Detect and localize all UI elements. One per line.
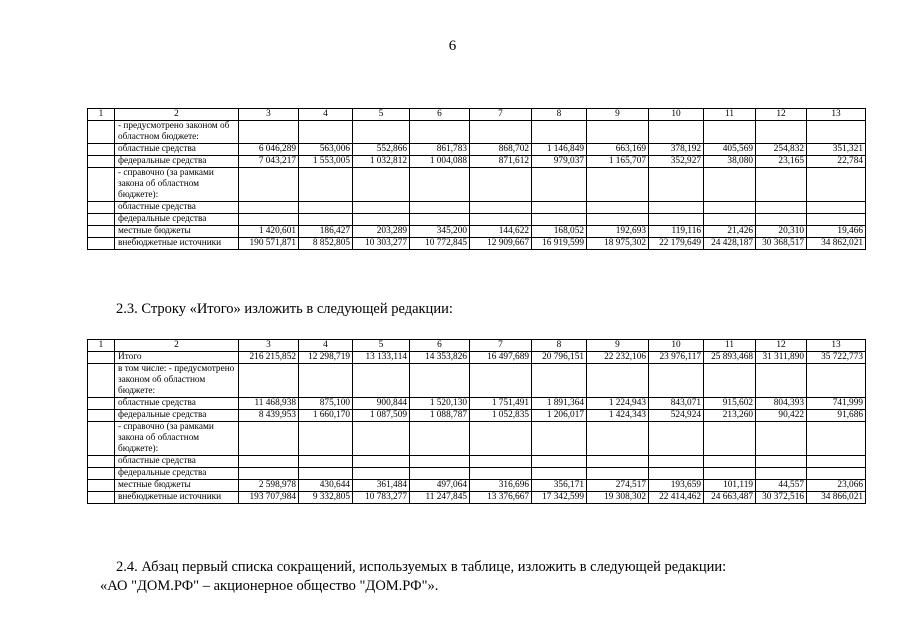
row-number-cell: [88, 422, 115, 456]
value-cell: 843,071: [649, 398, 704, 410]
value-cell: [470, 168, 532, 202]
value-cell: 6 046,289: [239, 144, 299, 156]
value-cell: 203,289: [353, 226, 410, 238]
value-cell: [410, 456, 470, 468]
row-label: областные средства: [115, 456, 239, 468]
value-cell: 10 303,277: [353, 238, 410, 250]
value-cell: [239, 214, 299, 226]
value-cell: 663,169: [587, 144, 649, 156]
column-number: 12: [756, 109, 807, 121]
value-cell: [353, 168, 410, 202]
value-cell: 17 342,599: [532, 492, 587, 504]
value-cell: [649, 121, 704, 144]
value-cell: [704, 422, 756, 456]
column-number: 5: [353, 109, 410, 121]
row-number-cell: [88, 398, 115, 410]
value-cell: 2 598,978: [239, 480, 299, 492]
column-number: 12: [756, 340, 807, 352]
column-number: 11: [704, 340, 756, 352]
value-cell: [756, 364, 807, 398]
value-cell: [756, 214, 807, 226]
value-cell: [587, 121, 649, 144]
budget-table-itogo: [87, 339, 866, 504]
value-cell: [807, 456, 866, 468]
value-cell: 552,866: [353, 144, 410, 156]
value-cell: 186,427: [299, 226, 353, 238]
row-label: федеральные средства: [115, 156, 239, 168]
value-cell: [587, 202, 649, 214]
value-cell: 22 414,462: [649, 492, 704, 504]
value-cell: [807, 468, 866, 480]
column-number: 3: [239, 340, 299, 352]
table-row: [88, 202, 866, 214]
value-cell: [807, 202, 866, 214]
value-cell: [587, 422, 649, 456]
value-cell: [299, 202, 353, 214]
row-label: областные средства: [115, 202, 239, 214]
value-cell: 1 751,491: [470, 398, 532, 410]
value-cell: [532, 214, 587, 226]
value-cell: 16 497,689: [470, 352, 532, 364]
value-cell: [299, 214, 353, 226]
value-cell: 871,612: [470, 156, 532, 168]
value-cell: 915,602: [704, 398, 756, 410]
value-cell: [756, 422, 807, 456]
value-cell: [649, 422, 704, 456]
row-label: федеральные средства: [115, 410, 239, 422]
value-cell: 563,006: [299, 144, 353, 156]
value-cell: 8 852,805: [299, 238, 353, 250]
value-cell: [704, 168, 756, 202]
value-cell: [649, 468, 704, 480]
row-number-cell: [88, 168, 115, 202]
value-cell: 193,659: [649, 480, 704, 492]
value-cell: [756, 168, 807, 202]
table-row: [88, 226, 866, 238]
value-cell: [532, 168, 587, 202]
value-cell: [410, 121, 470, 144]
row-number-cell: [88, 492, 115, 504]
value-cell: 22 232,106: [587, 352, 649, 364]
value-cell: 13 376,667: [470, 492, 532, 504]
value-cell: [299, 456, 353, 468]
row-number-cell: [88, 364, 115, 398]
row-label: в том числе: - предусмотрено законом об областном бюджете:: [115, 364, 239, 398]
column-number: 13: [807, 340, 866, 352]
value-cell: 497,064: [410, 480, 470, 492]
row-label: внебюджетные источники: [115, 492, 239, 504]
value-cell: 316,696: [470, 480, 532, 492]
value-cell: [807, 214, 866, 226]
table-row: [88, 238, 866, 250]
value-cell: [299, 364, 353, 398]
table-row: [88, 492, 866, 504]
column-number: 10: [649, 109, 704, 121]
column-number: 11: [704, 109, 756, 121]
table-row: [88, 214, 866, 226]
value-cell: 14 353,826: [410, 352, 470, 364]
value-cell: [353, 202, 410, 214]
row-label: Итого: [115, 352, 239, 364]
value-cell: 190 571,871: [239, 238, 299, 250]
value-cell: [299, 168, 353, 202]
value-cell: 23,066: [807, 480, 866, 492]
value-cell: 979,037: [532, 156, 587, 168]
value-cell: 168,052: [532, 226, 587, 238]
value-cell: 11 468,938: [239, 398, 299, 410]
value-cell: [353, 121, 410, 144]
value-cell: 22 179,649: [649, 238, 704, 250]
value-cell: [532, 364, 587, 398]
value-cell: [807, 168, 866, 202]
value-cell: [239, 202, 299, 214]
value-cell: [299, 468, 353, 480]
column-number: 9: [587, 340, 649, 352]
value-cell: [649, 202, 704, 214]
value-cell: 18 975,302: [587, 238, 649, 250]
page-number: 6: [448, 38, 457, 54]
value-cell: [470, 456, 532, 468]
column-number: 1: [88, 340, 115, 352]
value-cell: [239, 121, 299, 144]
value-cell: 430,644: [299, 480, 353, 492]
table-row: [88, 156, 866, 168]
budget-table-continuation: [87, 108, 866, 250]
value-cell: [649, 456, 704, 468]
value-cell: 13 133,114: [353, 352, 410, 364]
value-cell: 1 165,707: [587, 156, 649, 168]
value-cell: [587, 214, 649, 226]
value-cell: 10 772,845: [410, 238, 470, 250]
value-cell: [470, 121, 532, 144]
value-cell: 1 052,835: [470, 410, 532, 422]
value-cell: [704, 214, 756, 226]
value-cell: 44,557: [756, 480, 807, 492]
row-number-cell: [88, 352, 115, 364]
value-cell: 524,924: [649, 410, 704, 422]
value-cell: 12 298,719: [299, 352, 353, 364]
value-cell: [410, 168, 470, 202]
value-cell: 8 439,953: [239, 410, 299, 422]
value-cell: 1 146,849: [532, 144, 587, 156]
value-cell: 1 088,787: [410, 410, 470, 422]
value-cell: 345,200: [410, 226, 470, 238]
value-cell: [704, 202, 756, 214]
column-number: 5: [353, 340, 410, 352]
value-cell: 38,080: [704, 156, 756, 168]
column-number: 7: [470, 340, 532, 352]
value-cell: 1 660,170: [299, 410, 353, 422]
value-cell: [587, 456, 649, 468]
value-cell: [353, 456, 410, 468]
value-cell: [353, 214, 410, 226]
value-cell: 1 004,088: [410, 156, 470, 168]
table-row: [88, 422, 866, 456]
row-label: - предусмотрено законом об областном бюджете:: [115, 121, 239, 144]
value-cell: [704, 456, 756, 468]
table-row: [88, 468, 866, 480]
value-cell: 1 032,812: [353, 156, 410, 168]
value-cell: 861,783: [410, 144, 470, 156]
value-cell: 34 862,021: [807, 238, 866, 250]
value-cell: 23,165: [756, 156, 807, 168]
value-cell: 91,686: [807, 410, 866, 422]
row-number-cell: [88, 121, 115, 144]
value-cell: 10 783,277: [353, 492, 410, 504]
value-cell: 405,569: [704, 144, 756, 156]
table-row: [88, 352, 866, 364]
value-cell: 25 893,468: [704, 352, 756, 364]
value-cell: [353, 422, 410, 456]
value-cell: [756, 468, 807, 480]
column-number: 4: [299, 340, 353, 352]
row-label: областные средства: [115, 398, 239, 410]
value-cell: [532, 121, 587, 144]
value-cell: [239, 468, 299, 480]
value-cell: [410, 202, 470, 214]
column-number: 9: [587, 109, 649, 121]
value-cell: 741,999: [807, 398, 866, 410]
table-header-row: [88, 340, 866, 352]
value-cell: [649, 364, 704, 398]
value-cell: 1 206,017: [532, 410, 587, 422]
value-cell: 213,260: [704, 410, 756, 422]
value-cell: 875,100: [299, 398, 353, 410]
value-cell: [470, 214, 532, 226]
column-number: 2: [115, 109, 239, 121]
value-cell: 1 891,364: [532, 398, 587, 410]
value-cell: 868,702: [470, 144, 532, 156]
row-label: внебюджетные источники: [115, 238, 239, 250]
value-cell: [704, 364, 756, 398]
value-cell: [470, 364, 532, 398]
value-cell: 20 796,151: [532, 352, 587, 364]
row-number-cell: [88, 226, 115, 238]
value-cell: 254,832: [756, 144, 807, 156]
row-label: областные средства: [115, 144, 239, 156]
value-cell: 23 976,117: [649, 352, 704, 364]
value-cell: 11 247,845: [410, 492, 470, 504]
row-number-cell: [88, 410, 115, 422]
table-row: [88, 168, 866, 202]
value-cell: 34 866,021: [807, 492, 866, 504]
column-number: 2: [115, 340, 239, 352]
value-cell: [532, 202, 587, 214]
value-cell: 9 332,805: [299, 492, 353, 504]
value-cell: [470, 422, 532, 456]
value-cell: 274,517: [587, 480, 649, 492]
value-cell: [649, 214, 704, 226]
value-cell: 356,171: [532, 480, 587, 492]
column-number: 4: [299, 109, 353, 121]
row-number-cell: [88, 144, 115, 156]
value-cell: [239, 422, 299, 456]
value-cell: 90,422: [756, 410, 807, 422]
value-cell: [807, 121, 866, 144]
table-row: [88, 456, 866, 468]
column-number: 13: [807, 109, 866, 121]
value-cell: 12 909,667: [470, 238, 532, 250]
value-cell: 216 215,852: [239, 352, 299, 364]
value-cell: 24 663,487: [704, 492, 756, 504]
value-cell: 24 428,187: [704, 238, 756, 250]
value-cell: [532, 456, 587, 468]
table-row: [88, 144, 866, 156]
amendment-paragraph-2-3: 2.3. Строку «Итого» изложить в следующей редакции:: [116, 301, 453, 317]
table-row: [88, 480, 866, 492]
value-cell: [239, 456, 299, 468]
value-cell: 192,693: [587, 226, 649, 238]
value-cell: 101,119: [704, 480, 756, 492]
value-cell: 30 368,517: [756, 238, 807, 250]
row-label: федеральные средства: [115, 468, 239, 480]
table-row: [88, 398, 866, 410]
column-number: 6: [410, 109, 470, 121]
value-cell: [410, 364, 470, 398]
value-cell: [239, 364, 299, 398]
row-number-cell: [88, 468, 115, 480]
table-row: [88, 364, 866, 398]
value-cell: [353, 364, 410, 398]
value-cell: 352,927: [649, 156, 704, 168]
value-cell: 193 707,984: [239, 492, 299, 504]
table-row: [88, 121, 866, 144]
column-number: 6: [410, 340, 470, 352]
column-number: 10: [649, 340, 704, 352]
column-number: 7: [470, 109, 532, 121]
row-label: местные бюджеты: [115, 480, 239, 492]
row-number-cell: [88, 156, 115, 168]
column-number: 8: [532, 340, 587, 352]
value-cell: 7 043,217: [239, 156, 299, 168]
value-cell: 30 372,516: [756, 492, 807, 504]
table-row: [88, 410, 866, 422]
value-cell: [756, 121, 807, 144]
value-cell: [587, 468, 649, 480]
column-number: 3: [239, 109, 299, 121]
column-number: 1: [88, 109, 115, 121]
amendment-paragraph-2-4: 2.4. Абзац первый списка сокращений, используемых в таблице, изложить в следующей редакции:: [116, 559, 727, 575]
value-cell: 22,784: [807, 156, 866, 168]
value-cell: [756, 202, 807, 214]
value-cell: [239, 168, 299, 202]
row-label: федеральные средства: [115, 214, 239, 226]
value-cell: 1 424,343: [587, 410, 649, 422]
row-number-cell: [88, 480, 115, 492]
value-cell: 1 553,005: [299, 156, 353, 168]
value-cell: [807, 422, 866, 456]
value-cell: 16 919,599: [532, 238, 587, 250]
row-label: - справочно (за рамками закона об областном бюджете):: [115, 422, 239, 456]
value-cell: 21,426: [704, 226, 756, 238]
value-cell: [532, 422, 587, 456]
value-cell: 900,844: [353, 398, 410, 410]
value-cell: [756, 456, 807, 468]
value-cell: 351,321: [807, 144, 866, 156]
value-cell: [299, 422, 353, 456]
value-cell: [532, 468, 587, 480]
value-cell: [470, 468, 532, 480]
value-cell: 19,466: [807, 226, 866, 238]
value-cell: 144,622: [470, 226, 532, 238]
row-number-cell: [88, 202, 115, 214]
value-cell: 804,393: [756, 398, 807, 410]
value-cell: 1 520,130: [410, 398, 470, 410]
value-cell: 1 420,601: [239, 226, 299, 238]
value-cell: [353, 468, 410, 480]
value-cell: 1 087,509: [353, 410, 410, 422]
value-cell: [470, 202, 532, 214]
row-label: - справочно (за рамками закона об областном бюджете):: [115, 168, 239, 202]
value-cell: [587, 168, 649, 202]
value-cell: 31 311,890: [756, 352, 807, 364]
row-number-cell: [88, 238, 115, 250]
value-cell: [649, 168, 704, 202]
value-cell: 19 308,302: [587, 492, 649, 504]
value-cell: [807, 364, 866, 398]
row-number-cell: [88, 214, 115, 226]
value-cell: [704, 121, 756, 144]
value-cell: 378,192: [649, 144, 704, 156]
value-cell: 119,116: [649, 226, 704, 238]
value-cell: 361,484: [353, 480, 410, 492]
value-cell: [410, 214, 470, 226]
row-number-cell: [88, 456, 115, 468]
value-cell: 20,310: [756, 226, 807, 238]
value-cell: [704, 468, 756, 480]
value-cell: [587, 364, 649, 398]
column-number: 8: [532, 109, 587, 121]
abbreviation-definition: «АО "ДОМ.РФ" – акционерное общество "ДОМ.РФ"».: [100, 578, 439, 594]
value-cell: 1 224,943: [587, 398, 649, 410]
value-cell: [299, 121, 353, 144]
value-cell: 35 722,773: [807, 352, 866, 364]
value-cell: [410, 422, 470, 456]
row-label: местные бюджеты: [115, 226, 239, 238]
value-cell: [410, 468, 470, 480]
table-header-row: [88, 109, 866, 121]
